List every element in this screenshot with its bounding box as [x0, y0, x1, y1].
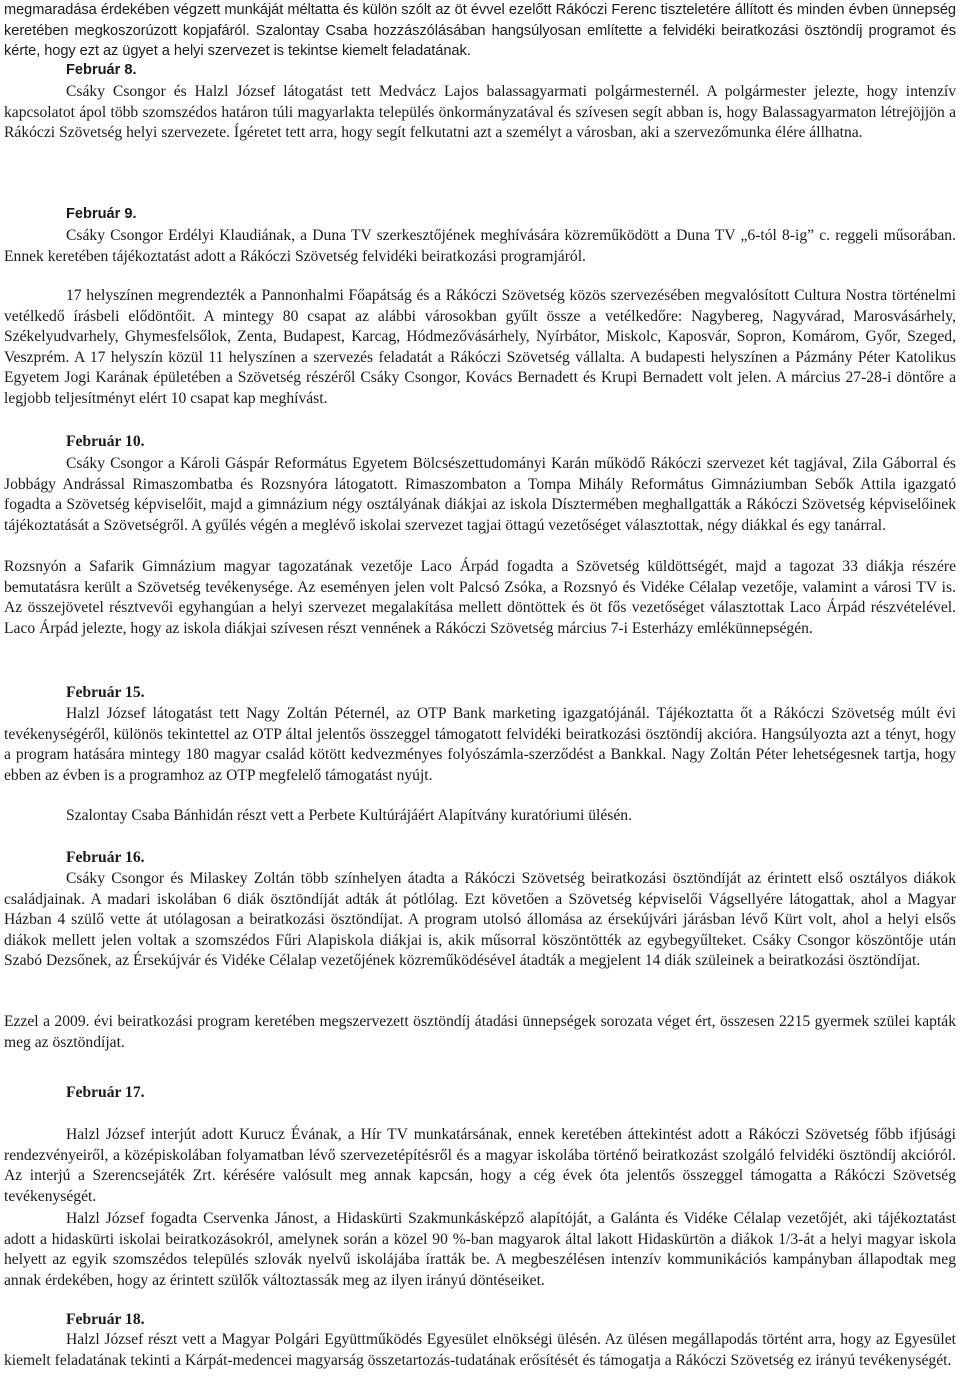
paragraph-feb-17-hidaskurt: Halzl József fogadta Cservenka Jánost, a Hidaskürti Szakmunkásképző alapítóját, a Galánta és Vidéke Célalap vezetőjét, aki tájékoztatást adott a hidaskürti iskolai beiratkozásokról, amelynek során a közel 90 %-ban magyarok által lakott Hidaskürtön a diákok 1/3-át a helyi magyar iskola helyett az egyik szomszédos település szlovák nyelvű iskolájába íratták be. A megbeszélésen intenzív kommunikációs kampányban állapodtak meg annak érdekében, hogy az érintett szülők változtassák meg az ilyen irányú döntéseiket.	[4, 1210, 956, 1289]
paragraph-feb-8: Csáky Csongor és Halzl József látogatást tett Medvácz Lajos balassagyarmati polgármesternél. A polgármester jelezte, hogy intenzív kapcsolatot ápol több szomszédos határon túli magyarlakta település önkormányzatával és szívesen segít abban is, hogy Balassagyarmaton létrejöjjön a Rákóczi Szövetség helyi szervezete. Ígéretet tett arra, hogy segít felkutatni azt a személyt a városban, aki a szervezőmunka élére állhatna.	[4, 83, 956, 142]
paragraph-feb-9-cultura-nostra: 17 helyszínen megrendezték a Pannonhalmi Főapátság és a Rákóczi Szövetség közös szervezésében megvalósított Cultura Nostra történelmi vetélkedő írásbeli elődöntőit. A mintegy 80 csapat az alábbi városokban gyűlt össze a vetélkedőre: Nagybereg, Nagyvárad, Marosvásárhely, Székelyudvarhely, Ghymesfelsőlok, Zenta, Budapest, Karcag, Hódmezővásárhely, Nyírbátor, Miskolc, Kaposvár, Sopron, Komárom, Győr, Szeged, Veszprém. A 17 helyszín közül 11 helyszínen a szervezés feladatát a Rákóczi Szövetség vállalta. A budapesti helyszínen a Pázmány Péter Katolikus Egyetem Jogi Karának épületében a Szövetség részéről Csáky Csongor, Kovács Bernadett és Krupi Bernadett volt jelen. A március 27-28-i döntőre a legjobb teljesítményt elért 10 csapat kap meghívást.	[4, 287, 956, 407]
paragraph-intro: megmaradása érdekében végzett munkáját méltatta és külön szólt az öt évvel ezelőtt Rákóczi Ferenc tiszteletére állított és minden évben ünnepség keretében megkoszorúzott kopjafáról. Szalontay Csaba hozzászólásában hangsúlyosan említette a felvidéki beiratkozási ösztöndíj programot és kérte, hogy ezt az ügyet a helyi szervezet is tekintse kiemelt feladatának.	[4, 2, 956, 60]
paragraph-feb-18-mpee: Halzl József részt vett a Magyar Polgári Együttműködés Egyesület elnökségi ülésén. Az ülésen megállapodás történt arra, hogy az Egyesület kiemelt feladatának tekinti a Kárpát-medencei magyarság összetartozás-tudatának erősítését és támogatja a Rákóczi Szövetség ez irányú tevékenységét.	[4, 1331, 956, 1369]
paragraph-feb-9-duna-tv: Csáky Csongor Erdélyi Klaudiának, a Duna TV szerkesztőjének meghívására közreműködött a Duna TV „6-tól 8-ig” c. reggeli műsorában. Ennek keretében tájékoztatást adott a Rákóczi Szövetség felvidéki beiratkozási programjáról.	[4, 227, 956, 265]
paragraph-feb-10-rozsnyo: Rozsnyón a Safarik Gimnázium magyar tagozatának vezetője Laco Árpád fogadta a Szövetség küldöttségét, majd a tagozat 33 diákja részére bemutatásra került a Szövetség tevékenysége. Az eseményen jelen volt Palcsó Zsóka, a Rozsnyó és Vidéke Célalap vezetője, valamint a városi TV is. Az összejövetel résztvevői egyhangúan a helyi szervezet megalakítása mellett döntöttek és öt fős vezetőséget választottak Laco Árpád részvételével. Laco Árpád jelezte, hogy az iskola diákjai szívesen részt vennének a Rákóczi Szövetség március 7-i Esterházy emlékünnepségén.	[4, 558, 956, 637]
paragraph-feb-15-banhida: Szalontay Csaba Bánhidán részt vett a Perbete Kultúrájáért Alapítvány kuratóriumi ülésén.	[66, 807, 632, 824]
date-heading-feb-18: Február 18.	[66, 1311, 145, 1328]
date-heading-feb-17: Február 17.	[66, 1084, 145, 1101]
date-heading-feb-15: Február 15.	[66, 684, 145, 701]
date-heading-feb-8: Február 8.	[66, 62, 137, 78]
date-heading-feb-9: Február 9.	[66, 206, 137, 222]
paragraph-feb-10-rimaszombat: Csáky Csongor a Károli Gáspár Református Egyetem Bölcsészettudományi Karán működő Rákóczi szervezet két tagjával, Zila Gáborral és Jobbágy Andrással Rimaszombatba és Rozsnyóra látogatott. Rimaszombaton a Tompa Mihály Református Gimnáziumban Sebők Attila igazgató fogadta a Szövetség képviselőit, majd a gimnázium négy osztályának diákjai az iskola Dísztermében meghallgatták a Rákóczi Szövetség képviselőinek tájékoztatását a Szövetségről. A gyűlés végén a meglévő iskolai szervezet tagjai öttagú vezetőséget választottak, négy diákkal és egy tanárral.	[4, 455, 956, 534]
date-heading-feb-10: Február 10.	[66, 433, 145, 450]
paragraph-feb-16-summary: Ezzel a 2009. évi beiratkozási program keretében megszervezett ösztöndíj átadási ünnepségek sorozata véget ért, összesen 2215 gyermek szülei kapták meg az ösztöndíjat.	[4, 1013, 956, 1051]
date-heading-feb-16: Február 16.	[66, 849, 145, 866]
paragraph-feb-15-otp: Halzl József látogatást tett Nagy Zoltán Péternél, az OTP Bank marketing igazgatójánál. Tájékoztatta őt a Rákóczi Szövetség múlt évi tevékenységéről, különös tekintettel az OTP által jelentős összeggel támogatott felvidéki beiratkozási ösztöndíj akcióra. Hangsúlyozta azt a tényt, hogy a program hatására mintegy 180 magyar család kötött kedvezményes folyószámla-szerződést a Bankkal. Nagy Zoltán Péter lehetségesnek tartja, hogy ebben az évben is a programhoz az OTP megfelelő támogatást nyújt.	[4, 705, 956, 784]
paragraph-feb-17-hir-tv: Halzl József interjút adott Kurucz Évának, a Hír TV munkatársának, ennek keretében áttekintést adott a Rákóczi Szövetség főbb ifjúsági rendezvényeiről, a középiskolában folyamatban lévő szervezetépítésről és a magyar iskolába történő beiratkozást szolgáló felvidéki ösztöndíj akcióról. Az interjú a Szerencsejáték Zrt. kérésére valósult meg annak kapcsán, hogy a cég évek óta jelentős összeggel támogatta a Rákóczi Szövetség tevékenységét.	[4, 1126, 956, 1205]
paragraph-feb-16-osztondij: Csáky Csongor és Milaskey Zoltán több színhelyen átadta a Rákóczi Szövetség beiratkozási ösztöndíját az érintett első osztályos diákok családjainak. A madari iskolában 6 diák ösztöndíját adták át pótlólag. Ezt követően a Szövetség képviselői Vágsellyére látogattak, ahol a Magyar Házban 4 szülő vette át utólagosan a beiratkozási ösztöndíjat. A program utolsó állomása az érsekújvári járásban lévő Kürt volt, ahol a helyi elsős diákok mellett jelen voltak a szomszédos Fűri Alapiskola diákjai is, akik műsorral köszöntötték az egybegyűlteket. Csáky Csongor köszöntője után Szabó Dezsőnek, az Érsekújvár és Vidéke Célalap vezetőjének közreműködésével átadták a megjelent 14 diák szüleinek a beiratkozási ösztöndíjat.	[4, 870, 956, 970]
